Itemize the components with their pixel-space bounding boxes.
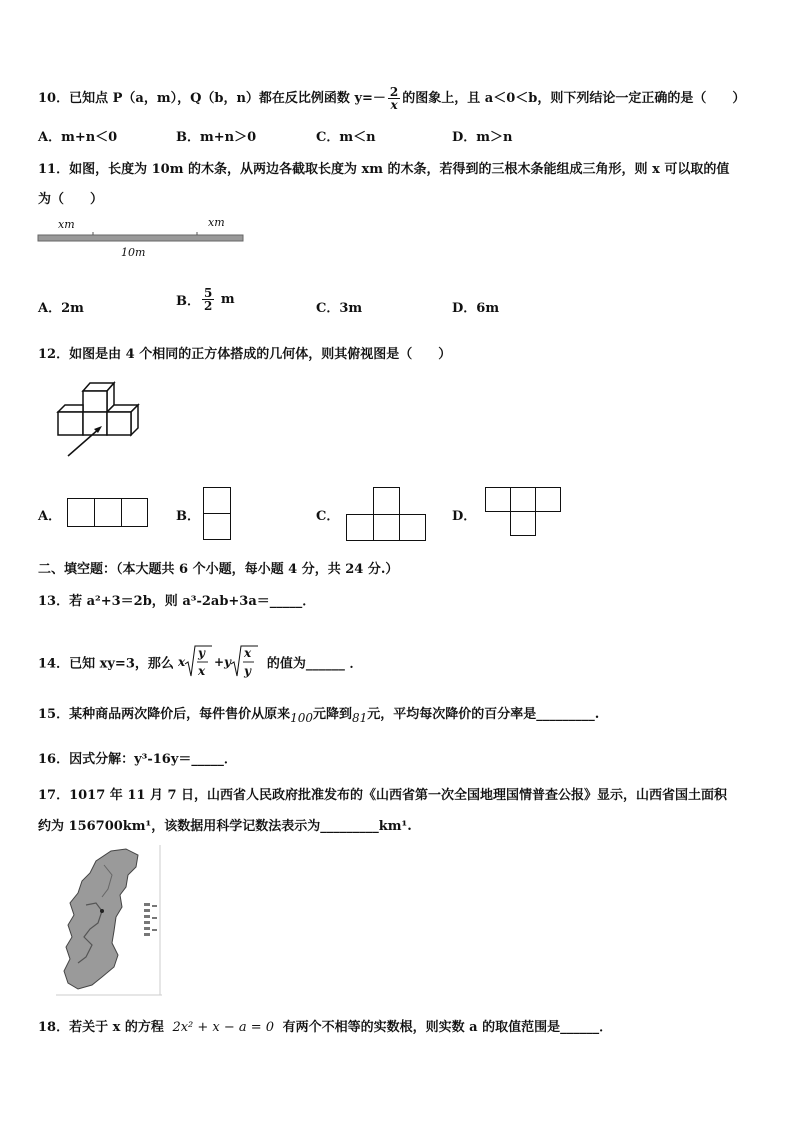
q18-equation: 2x² + x − a = 0 xyxy=(172,1020,275,1035)
q12-stem: 12．如图是由 4 个相同的正方体搭成的几何体，则其俯视图是（ ） xyxy=(38,347,452,362)
svg-text:x: x xyxy=(178,655,186,669)
q12-option-c-cell-1 xyxy=(346,514,374,541)
q11-option-b-fraction: $\frac{5}{2}$ xyxy=(204,286,213,313)
q16-stem: 16．因式分解：y³-16y＝_____． xyxy=(38,752,237,767)
q11-label-total: 10m xyxy=(121,246,146,259)
q12-option-a-cell-2 xyxy=(94,498,122,527)
q12-option-b-cell-2 xyxy=(203,513,231,540)
q10-option-d[interactable]: D．m＞n xyxy=(452,130,513,145)
q11-option-b[interactable]: B． $\frac{5}{2}$ m xyxy=(176,286,235,313)
q10-fraction: $\frac{2}{x}$ xyxy=(389,85,399,112)
svg-text:y: y xyxy=(198,646,206,660)
q12-option-a-label[interactable]: A． xyxy=(38,509,62,524)
q11-label-left: xm xyxy=(58,218,75,231)
shanxi-map-image xyxy=(56,845,166,997)
q12-cube-figure xyxy=(50,378,180,470)
q10-option-b[interactable]: B．m+n＞0 xyxy=(176,130,257,145)
q12-option-b-label[interactable]: B． xyxy=(176,509,200,524)
q12-option-c-cell-2 xyxy=(373,514,400,541)
q11-label-right: xm xyxy=(208,216,225,229)
q18-stem: 18．若关于 x 的方程 2x² + x − a = 0 有两个不相等的实数根，则实数 a 的取值范围是______． xyxy=(38,1020,613,1035)
q10-stem: 10．已知点 P（a，m），Q（b，n）都在反比例函数 y=－ $\frac{2}{x}$ 的图象上，且 a＜0＜b，则下列结论一定正确的是（ ） xyxy=(38,85,746,112)
q11-option-a[interactable]: A．2m xyxy=(38,301,84,316)
q17-stem-line2: 约为 156700km¹，该数据用科学记数法表示为_________km¹. xyxy=(38,819,412,834)
q10-option-a[interactable]: A．m+n＜0 xyxy=(38,130,118,145)
svg-text:y: y xyxy=(224,655,232,669)
q13-stem: 13．若 a²+3＝2b，则 a³-2ab+3a＝_____． xyxy=(38,594,316,609)
q14-stem: 14．已知 xy=3，那么 x y x + y x y 的值为______ ． xyxy=(38,642,362,682)
q14-radical-expression xyxy=(178,642,262,682)
svg-text:y: y xyxy=(244,664,252,678)
q12-option-d-cell-2 xyxy=(510,487,536,512)
q12-option-c-label[interactable]: C． xyxy=(316,509,340,524)
q12-option-b-cell-1 xyxy=(203,487,231,514)
q10-option-c[interactable]: C．m＜n xyxy=(316,130,376,145)
q12-option-d-cell-1 xyxy=(485,487,511,512)
svg-text:+: + xyxy=(214,655,225,669)
section-2-header: 二、填空题：（本大题共 6 个小题，每小题 4 分，共 24 分.） xyxy=(38,562,399,577)
q11-option-d[interactable]: D．6m xyxy=(452,301,500,316)
q11-option-c[interactable]: C．3m xyxy=(316,301,363,316)
q12-option-c-cell-top xyxy=(373,487,400,515)
svg-text:x: x xyxy=(244,646,252,660)
q15-stem: 15．某种商品两次降价后，每件售价从原来100元降到81元，平均每次降价的百分率是_________. xyxy=(38,707,600,725)
q11-stem-line2: 为（ ） xyxy=(38,192,104,207)
svg-text:x: x xyxy=(198,664,206,678)
q11-stick-bar xyxy=(38,235,243,241)
q11-stem-line1: 11．如图，长度为 10m 的木条，从两边各截取长度为 xm 的木条，若得到的三根木条能组成三角形，则 x 可以取的值 xyxy=(38,162,730,177)
q12-option-c-cell-3 xyxy=(399,514,426,541)
q12-option-d-cell-bottom xyxy=(510,511,536,536)
q12-option-a-cell-1 xyxy=(67,498,95,527)
q12-option-a-cell-3 xyxy=(121,498,148,527)
q12-option-d-label[interactable]: D． xyxy=(452,509,477,524)
q17-stem-line1: 17．1017 年 11 月 7 日，山西省人民政府批准发布的《山西省第一次全国地理国情普查公报》显示，山西省国土面积 xyxy=(38,788,728,803)
q12-option-d-cell-3 xyxy=(535,487,561,512)
